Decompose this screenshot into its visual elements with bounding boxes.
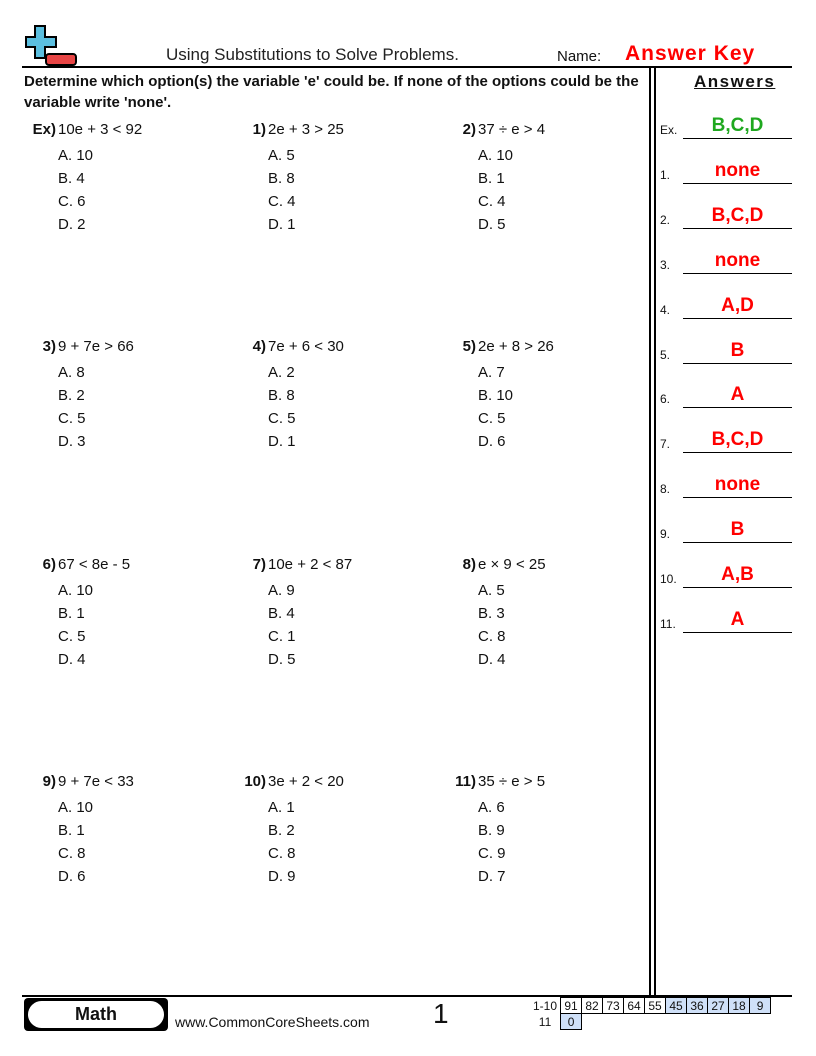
answer-option: C. 4 [478,193,506,210]
problem-expression: e × 9 < 25 [478,556,546,573]
answer-option: C. 5 [58,628,86,645]
problem-expression: 3e + 2 < 20 [268,773,344,790]
answer-value: B,C,D [711,204,764,226]
answer-option: A. 10 [58,147,94,164]
score-table [530,997,771,1030]
answer-option: A. 10 [58,582,94,599]
answer-line [683,318,792,319]
answer-label: 5. [660,347,671,362]
score-row-label: 1-10 [533,998,558,1013]
score-cell: 9 [750,998,771,1014]
answer-label: 4. [660,302,671,317]
score-row [530,1014,771,1030]
answer-row [660,468,792,498]
score-cell: 55 [645,998,666,1014]
answer-value: B,C,D [711,429,764,451]
answer-option: A. 5 [478,582,505,599]
problem [442,773,642,883]
answer-option: C. 5 [268,410,296,427]
site-url: www.CommonCoreSheets.com [175,1014,370,1030]
answer-label: 1. [660,167,671,182]
score-cell: 36 [687,998,708,1014]
problem-number: 2) [462,121,476,138]
problem-expression: 67 < 8e - 5 [58,556,131,573]
problem-number: 10) [244,773,266,790]
answer-option: D. 6 [58,868,86,885]
score-cell: 64 [624,998,645,1014]
answer-option: A. 5 [268,147,295,164]
problem [22,338,222,448]
answer-option: C. 6 [58,193,86,210]
score-cell: 82 [582,998,603,1014]
answer-option: B. 4 [268,605,295,622]
answer-label: 11. [660,616,676,631]
answer-option: C. 5 [478,410,506,427]
answer-option: D. 6 [478,433,506,450]
name-label: Name: [557,48,602,65]
answer-label: 10. [660,572,677,586]
answer-row [660,378,792,408]
answer-line [683,183,792,184]
answer-option: B. 1 [58,822,85,839]
answer-option: B. 10 [478,387,514,404]
answer-option: A. 10 [58,799,94,816]
problem-number: 5) [462,338,476,355]
answer-value: B [730,519,745,541]
problem-number: 4) [252,338,266,355]
answer-line [683,407,792,408]
name-value: Answer Key [625,42,756,65]
answer-value: A,D [721,294,754,316]
answer-row [660,334,792,364]
answer-value: none [714,159,761,181]
answer-value: A [730,384,745,406]
answer-option: D. 3 [58,433,86,450]
problem-number: 6) [42,556,56,573]
answer-line [683,273,792,274]
answer-option: B. 8 [268,170,295,187]
answer-option: A. 8 [58,364,85,381]
answer-option: D. 2 [58,216,86,233]
answer-line [683,497,792,498]
page-number: 1 [433,998,449,1029]
answer-line [683,363,792,364]
answer-column-divider-2 [654,67,656,996]
answers-title: Answers [694,72,776,91]
problem [442,338,642,448]
answer-option: C. 4 [268,193,296,210]
answer-label: 6. [660,392,671,407]
subject-label: Math [28,1001,164,1028]
answer-value: A [730,608,745,630]
problem-number: 1) [252,121,266,138]
logo-plus-minus-icon [24,24,80,68]
problem-expression: 9 + 7e > 66 [58,338,134,355]
score-row [530,998,771,1014]
score-cell: 73 [603,998,624,1014]
answer-option: D. 4 [478,651,506,668]
problem-expression: 35 ÷ e > 5 [478,773,546,790]
problem-expression: 10e + 2 < 87 [268,556,353,573]
answer-label: 8. [660,482,671,497]
answer-value: none [714,474,761,496]
problem [22,121,222,231]
problem [22,556,222,666]
answer-row [660,513,792,543]
answer-option: B. 9 [478,822,505,839]
answer-line [683,632,792,633]
answer-line [683,452,792,453]
answer-label: Ex. [660,123,678,137]
score-cell: 91 [561,998,582,1014]
answer-option: B. 2 [268,822,295,839]
problem [22,773,222,883]
problem-number: 8) [462,556,476,573]
answer-option: B. 1 [478,170,505,187]
answer-option: A. 10 [478,147,514,164]
score-cell: 27 [708,998,729,1014]
problem [232,338,432,448]
answer-label: 3. [660,257,671,272]
problem-number: 3) [42,338,56,355]
answer-option: C. 5 [58,410,86,427]
answer-label: 9. [660,527,671,542]
answer-option: D. 1 [268,433,296,450]
answer-option: B. 1 [58,605,85,622]
score-cell: 18 [729,998,750,1014]
answer-value: B [730,339,745,361]
answer-row [660,199,792,229]
answer-option: D. 4 [58,651,86,668]
score-cell: 0 [561,1014,582,1030]
instructions: Determine which option(s) the variable 'e' could be. If none of the options could be the variable write 'none'. [24,73,639,111]
answer-option: A. 7 [478,364,505,381]
answer-option: C. 8 [268,845,296,862]
answer-value: A,B [721,564,754,585]
problem [442,121,642,231]
answer-option: D. 7 [478,868,506,885]
answer-line [683,138,792,139]
answer-line [683,587,792,588]
problem [232,121,432,231]
problem-expression: 9 + 7e < 33 [58,773,134,790]
problem [442,556,642,666]
answer-option: C. 8 [478,628,506,645]
answer-option: B. 3 [478,605,505,622]
answer-label: 2. [660,212,671,227]
header-divider [22,66,792,68]
problem [232,773,432,883]
answer-row [660,558,792,588]
answer-option: C. 9 [478,845,506,862]
answer-option: D. 1 [268,216,296,233]
answer-option: B. 8 [268,387,295,404]
answer-value: B,C,D [711,115,764,136]
answer-option: C. 8 [58,845,86,862]
answer-line [683,228,792,229]
problem-expression: 10e + 3 < 92 [58,121,143,138]
answer-value: none [714,249,761,271]
problem-expression: 2e + 3 > 25 [268,121,344,138]
problem-number: Ex) [32,121,56,138]
answer-row [660,603,792,633]
problem-expression: 7e + 6 < 30 [268,338,344,355]
answer-option: D. 5 [268,651,296,668]
worksheet-title: Using Substitutions to Solve Problems. [166,45,459,64]
answer-option: A. 2 [268,364,295,381]
answer-option: A. 1 [268,799,295,816]
problem [232,556,432,666]
score-cell: 45 [666,998,687,1014]
problem-number: 7) [252,556,266,573]
problem-number: 11) [455,773,476,790]
answer-option: A. 9 [268,582,295,599]
problem-number: 9) [42,773,56,790]
answer-option: A. 6 [478,799,505,816]
answer-option: C. 1 [268,628,296,645]
answer-line [683,542,792,543]
answer-label: 7. [660,437,671,452]
problem-expression: 37 ÷ e > 4 [478,121,546,138]
answer-row [660,244,792,274]
problem-expression: 2e + 8 > 26 [478,338,554,355]
answer-option: B. 2 [58,387,85,404]
answer-option: D. 9 [268,868,296,885]
answer-row [660,423,792,453]
answer-row [660,109,792,139]
answer-option: D. 5 [478,216,506,233]
answer-row [660,289,792,319]
answer-option: B. 4 [58,170,85,187]
score-row-label: 11 [538,1014,552,1029]
answer-row [660,154,792,184]
answer-column-divider [649,67,651,996]
